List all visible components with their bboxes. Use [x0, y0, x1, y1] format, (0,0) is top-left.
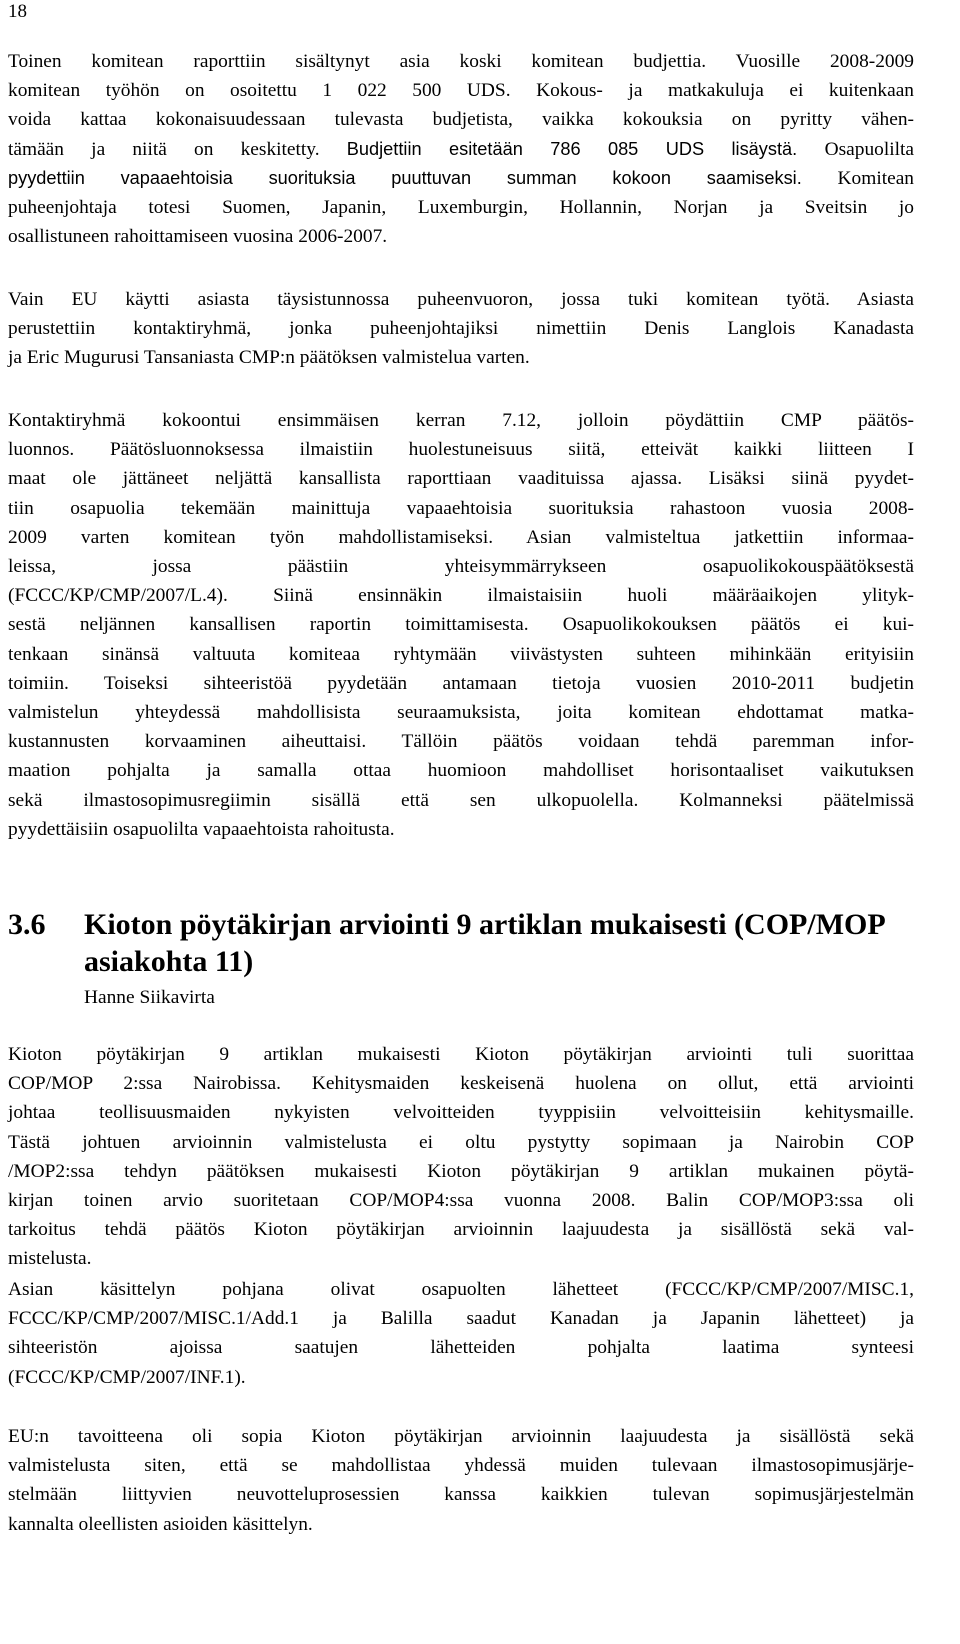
text-line: [8, 756, 914, 785]
text-segment: FCCC/KP/CMP/2007/MISC.1/Add.1 ja Balilla saadut Kanadan ja Japanin lähetteet) ja: [8, 1308, 914, 1330]
section-title: Kioton pöytäkirjan arviointi 9 artiklan mukaisesti (COP/MOP asiakohta 11): [84, 908, 885, 978]
text-segment: Vain EU käytti asiasta täysistunnossa puheenvuoron, jossa tuki komitean työtä. Asiasta: [8, 289, 914, 310]
text-line: [8, 1098, 914, 1127]
text-segment: EU:n tavoitteena oli sopia Kioton pöytäkirjan arvioinnin laajuudesta ja sisällöstä sekä: [8, 1426, 914, 1447]
paragraph-plenary: [8, 285, 914, 373]
text-line: [8, 1157, 914, 1186]
text-line: [8, 1451, 914, 1480]
text-segment: osallistuneen rahoittamiseen vuosina 2006-2007.: [8, 226, 388, 248]
text-segment: valmistelusta siten, että se mahdollistaa yhdessä muiden tulevaan ilmastosopimusjärje-: [8, 1455, 914, 1477]
paragraph-kyoto-review: [8, 1040, 914, 1274]
text-line: [8, 1510, 914, 1539]
text-line: [8, 1422, 914, 1451]
text-segment: ja Eric Mugurusi Tansaniasta CMP:n päätöksen valmistelua varten.: [8, 347, 530, 369]
text-segment: sekä ilmastosopimusregiimin sisällä että sen ulkopuolella. Kolmanneksi päätelmissä: [8, 789, 914, 811]
text-segment: maation pohjalta ja samalla ottaa huomioon mahdolliset horisontaaliset vaikutuksen: [8, 760, 914, 782]
text-line: [8, 669, 914, 698]
paragraph-budget: [8, 47, 914, 251]
text-segment: Tästä johtuen arvioinnin valmistelusta ei oltu pystytty sopimaan ja Nairobin COP: [8, 1131, 914, 1153]
text-segment: perustettiin kontaktiryhmä, jonka puheenjohtajiksi nimettiin Denis Langlois Kanadasta: [8, 318, 914, 340]
text-line: [8, 164, 914, 193]
text-segment: Budjettiin esitetään 786 085 UDS lisäystä.: [346, 138, 825, 159]
text-line: [8, 552, 914, 581]
section-author: Hanne Siikavirta: [84, 987, 215, 1008]
text-segment: kustannusten korvaaminen aiheuttaisi. Tällöin päätös voidaan tehdä paremman infor-: [8, 731, 914, 753]
text-line: [8, 1480, 914, 1509]
text-line: [8, 494, 914, 523]
text-segment: Toinen komitean raporttiin sisältynyt asia koski komitean budjettia. Vuosille 2008-2009: [8, 51, 914, 72]
text-segment: (FCCC/KP/CMP/2007/L.4). Siinä ensinnäkin ilmaistaisiin huoli määräaikojen ylityk-: [8, 585, 914, 607]
text-line: [8, 786, 914, 815]
text-line: [8, 135, 914, 164]
text-line: [8, 193, 914, 222]
text-line: [8, 76, 914, 105]
text-line: [8, 1244, 914, 1273]
text-line: [8, 1069, 914, 1098]
text-line: [8, 698, 914, 727]
text-segment: toimiin. Toiseksi sihteeristöä pyydetään antamaan tietoja vuosien 2010-2011 budjetin: [8, 672, 914, 694]
text-segment: (FCCC/KP/CMP/2007/INF.1).: [8, 1366, 246, 1388]
text-line: [8, 406, 914, 435]
text-line: [8, 1333, 914, 1362]
text-segment: komitean työhön on osoitettu 1 022 500 UDS. Kokous- ja matkakuluja ei kuitenkaan: [8, 80, 914, 102]
text-line: [8, 1186, 914, 1215]
text-segment: /MOP2:ssa tehdyn päätöksen mukaisesti Kioton pöytäkirjan 9 artiklan mukainen pöytä-: [8, 1160, 914, 1182]
section-number: 3.6: [8, 908, 46, 941]
page-number: 18: [8, 1, 27, 22]
text-line: [8, 1128, 914, 1157]
text-segment: Kontaktiryhmä kokoontui ensimmäisen kerran 7.12, jolloin pöydättiin CMP päätös-: [8, 410, 914, 431]
text-line: [8, 105, 914, 134]
text-segment: pyydettäisiin osapuolilta vapaaehtoista rahoitusta.: [8, 818, 395, 840]
text-line: [8, 523, 914, 552]
text-line: [8, 343, 914, 372]
text-line: [8, 1275, 914, 1304]
text-line: [8, 581, 914, 610]
text-segment: sestä neljännen kansallisen raportin toimittamisesta. Osapuolikokouksen päätös ei kui-: [8, 614, 914, 636]
text-segment: kannalta oleellisten asioiden käsittelyn.: [8, 1513, 313, 1535]
text-segment: sihteeristön ajoissa saatujen lähetteiden pohjalta laatima synteesi: [8, 1337, 914, 1359]
text-segment: Kioton pöytäkirjan 9 artiklan mukaisesti Kioton pöytäkirjan arviointi tuli suorittaa: [8, 1044, 914, 1065]
text-line: [8, 222, 914, 251]
text-segment: COP/MOP 2:ssa Nairobissa. Kehitysmaiden keskeisenä huolena on ollut, että arviointi: [8, 1073, 914, 1095]
text-segment: puheenjohtaja totesi Suomen, Japanin, Luxemburgin, Hollannin, Norjan ja Sveitsin jo: [8, 197, 914, 219]
text-line: [8, 464, 914, 493]
text-segment: luonnos. Päätösluonnoksessa ilmaistiin huolestuneisuus siitä, etteivät kaikki liitteen I: [8, 439, 914, 461]
text-line: [8, 1040, 914, 1069]
text-line: [8, 47, 914, 76]
text-segment: tämään ja niitä on keskitetty.: [8, 138, 347, 160]
text-line: [8, 610, 914, 639]
text-segment: valmistelun yhteydessä mahdollisista seuraamuksista, joita komitean ehdottamat matka-: [8, 702, 914, 724]
paragraph-eu-goal: [8, 1422, 914, 1539]
text-segment: Komitean: [837, 167, 914, 189]
text-segment: pyydettiin vapaaehtoisia suorituksia puuttuvan summan kokoon saamiseksi.: [8, 167, 838, 188]
text-segment: tarkoitus tehdä päätös Kioton pöytäkirjan arvioinnin laajuudesta ja sisällöstä sekä val-: [8, 1219, 914, 1241]
paragraph-contact-group: [8, 406, 914, 844]
text-line: [8, 435, 914, 464]
text-segment: johtaa teollisuusmaiden nykyisten velvoitteiden tyyppisiin velvoitteisiin kehitysmaille.: [8, 1102, 914, 1124]
text-segment: kirjan toinen arvio suoritetaan COP/MOP4:ssa vuonna 2008. Balin COP/MOP3:ssa oli: [8, 1190, 914, 1212]
paragraph-submissions: [8, 1275, 914, 1392]
text-segment: Osapuolilta: [824, 138, 914, 160]
text-segment: leissa, jossa päästiin yhteisymmärrykseen osapuolikokouspäätöksestä: [8, 556, 914, 578]
text-line: [8, 314, 914, 343]
text-line: [8, 1215, 914, 1244]
text-line: [8, 727, 914, 756]
text-segment: 2009 varten komitean työn mahdollistamiseksi. Asian valmisteltua jatkettiin informaa-: [8, 526, 914, 548]
text-line: [8, 815, 914, 844]
text-segment: mistelusta.: [8, 1248, 92, 1270]
text-line: [8, 1363, 914, 1392]
text-line: [8, 285, 914, 314]
text-segment: tiin osapuolia tekemään mainittuja vapaaehtoisia suorituksia rahastoon vuosia 2008-: [8, 497, 914, 519]
text-line: [8, 1304, 914, 1333]
text-segment: Asian käsittelyn pohjana olivat osapuolten lähetteet (FCCC/KP/CMP/2007/MISC.1,: [8, 1279, 914, 1300]
text-segment: tenkaan sinänsä valtuuta komiteaa ryhtymään viivästysten suhteen mihinkään erityisiin: [8, 643, 914, 665]
text-segment: voida kattaa kokonaisuudessaan tulevasta budjetista, vaikka kokouksia on pyritty vähen-: [8, 109, 914, 131]
text-line: [8, 640, 914, 669]
text-segment: maat ole jättäneet neljättä kansallista raporttiaan vaadituissa ajassa. Lisäksi siinä pyydet-: [8, 468, 914, 490]
text-segment: stelmään liittyvien neuvotteluprosessien kanssa kaikkien tulevan sopimusjärjestelmän: [8, 1484, 914, 1506]
